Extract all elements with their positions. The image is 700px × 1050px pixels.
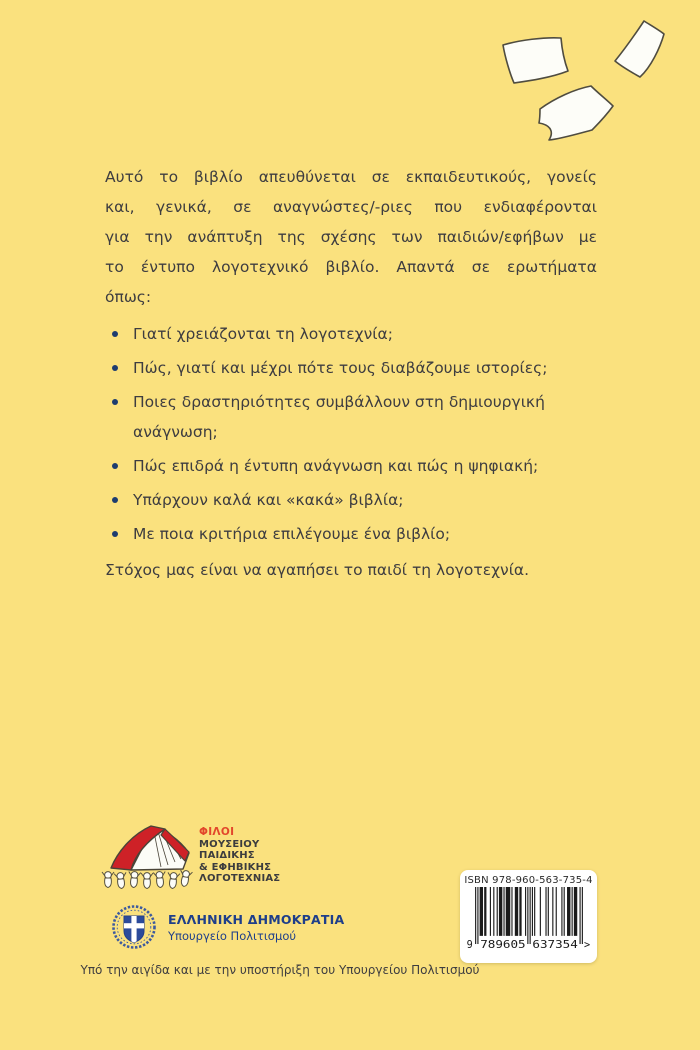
list-item-text: Με ποια κριτήρια επιλέγουμε ένα βιβλίο; — [133, 525, 451, 543]
museum-logo-line: ΜΟΥΣΕΙΟΥ — [199, 838, 260, 850]
list-item — [105, 485, 597, 515]
list-item-text: Πώς, γιατί και μέχρι πότε τους διαβάζουμε ιστορίες; — [133, 359, 548, 377]
isbn-label: ISBN 978-960-563-735-4 — [464, 875, 593, 886]
list-item-text: Ποιες δραστηριότητες συμβάλλουν στη δημιουργική ανάγνωση; — [133, 393, 545, 441]
intro-line: το έντυπο λογοτεχνικό βιβλίο. Απαντά σε ερωτήματα — [105, 258, 597, 276]
svg-text:789605: 789605 — [479, 938, 526, 951]
intro-line: και, γενικά, σε αναγνώστες/-ριες που ενδιαφέρονται — [105, 198, 597, 216]
museum-logo-line: & ΕΦΗΒΙΚΗΣ — [199, 861, 272, 873]
bullet-icon — [112, 365, 118, 371]
bullet-icon — [112, 399, 118, 405]
list-item — [105, 353, 597, 383]
aegis-note: Υπό την αιγίδα και με την υποστήριξη του Υπουργείου Πολιτισμού — [80, 963, 480, 977]
question-list — [105, 319, 597, 549]
list-item — [105, 319, 597, 349]
paper-sheet-bottom — [539, 86, 613, 140]
blurb-text-block — [105, 162, 597, 585]
ean13-barcode-icon — [466, 887, 592, 951]
svg-text:637354: 637354 — [531, 938, 578, 951]
list-item — [105, 387, 597, 447]
ministry-text — [168, 912, 344, 943]
intro-line: Αυτό το βιβλίο απευθύνεται σε εκπαιδευτικούς, γονείς — [105, 168, 597, 186]
bullet-icon — [112, 331, 118, 337]
ministry-subtitle: Υπουργείο Πολιτισμού — [168, 928, 297, 943]
intro-paragraph — [105, 162, 597, 312]
list-item-text: Γιατί χρειάζονται τη λογοτεχνία; — [133, 325, 393, 343]
museum-logo-line: ΠΑΙΔΙΚΗΣ — [199, 850, 255, 862]
closing-line: Στόχος μας είναι να αγαπήσει το παιδί τη λογοτεχνία. — [105, 561, 530, 579]
museum-friends-logo — [101, 821, 280, 893]
ministry-name: ΕΛΛΗΝΙΚΗ ΔΗΜΟΚΡΑΤΙΑ — [168, 911, 345, 927]
paper-sheet-left — [503, 38, 568, 83]
intro-line: όπως: — [105, 288, 152, 306]
bullet-icon — [112, 463, 118, 469]
list-item — [105, 519, 597, 549]
falling-papers-illustration — [490, 0, 700, 160]
list-item — [105, 451, 597, 481]
intro-line: για την ανάπτυξη της σχέσης των παιδιών/εφήβων με — [105, 228, 597, 246]
list-item-text: Υπάρχουν καλά και «κακά» βιβλία; — [133, 491, 404, 509]
children-figures-icon — [102, 870, 193, 889]
svg-text:9: 9 — [466, 938, 473, 951]
barcode — [460, 870, 597, 963]
list-item-text: Πώς επιδρά η έντυπη ανάγνωση και πώς η ψηφιακή; — [133, 457, 539, 475]
paper-sheet-right — [615, 21, 664, 77]
museum-logo-title: ΦΙΛΟΙ — [199, 826, 235, 838]
ministry-logo — [110, 902, 344, 952]
bullet-icon — [112, 497, 118, 503]
hellenic-republic-emblem-icon — [110, 902, 158, 952]
museum-logo-text — [199, 821, 280, 885]
museum-logo-line: ΛΟΓΟΤΕΧΝΙΑΣ — [199, 873, 281, 885]
red-book-logo-icon — [101, 821, 193, 893]
svg-text:>: > — [583, 938, 590, 951]
bullet-icon — [112, 531, 118, 537]
